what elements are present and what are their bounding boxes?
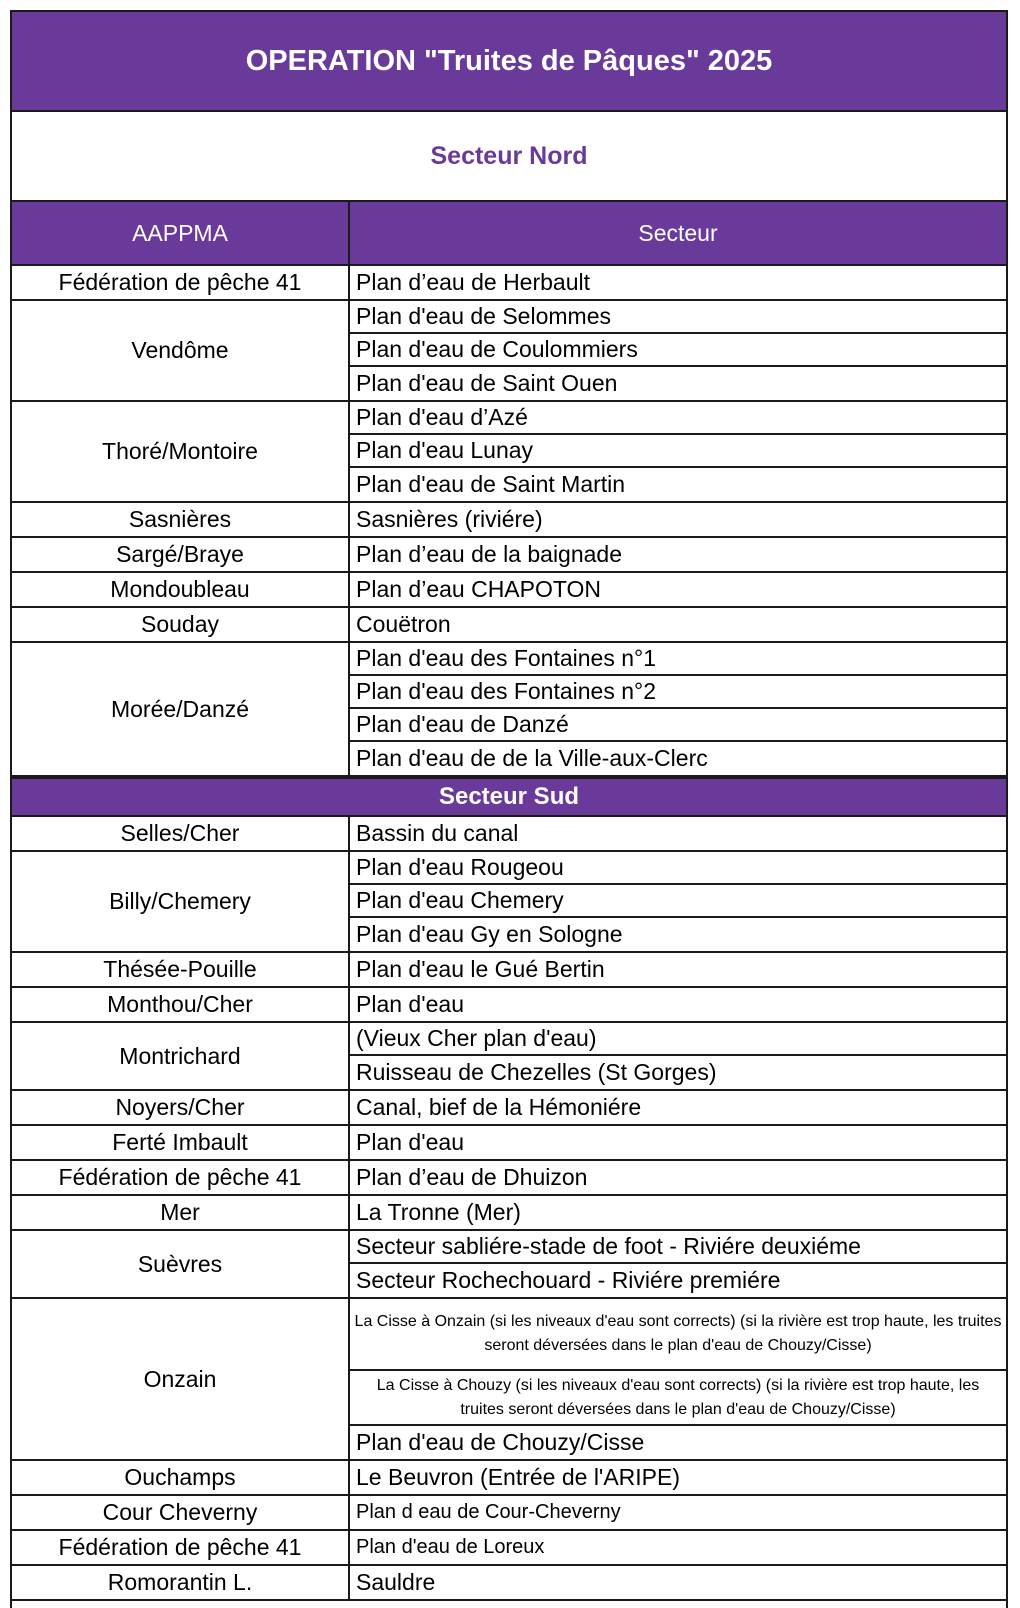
site-item: Couëtron <box>356 611 451 637</box>
site-item: Plan d'eau d’Azé <box>350 402 1006 435</box>
site-item: La Cisse à Onzain (si les niveaux d'eau sont corrects) (si la rivière est trop haute, les truites seront déversées dans le plan d'eau de Chouzy/Cisse) <box>350 1299 1006 1371</box>
aappma-cell: Ouchamps <box>12 1461 350 1494</box>
site-item: Plan d’eau CHAPOTON <box>356 576 602 602</box>
sites-cell <box>350 988 1006 1021</box>
table-row <box>12 266 1006 301</box>
table-row <box>12 301 1006 402</box>
site-item: Sauldre <box>356 1569 436 1595</box>
aappma-cell: Thoré/Montoire <box>12 402 350 501</box>
trout-operation-sheet <box>10 10 1008 1608</box>
table-row <box>12 1126 1006 1161</box>
table-row <box>12 852 1006 953</box>
sites-cell <box>350 538 1006 571</box>
aappma-cell: Fédération de pêche 41 <box>12 266 350 299</box>
site-item: Plan d’eau de la baignade <box>356 541 623 567</box>
site-item: Secteur Rochechouard - Riviére premiére <box>356 1267 781 1293</box>
site-item: Bassin du canal <box>356 820 519 846</box>
site-item: Plan d'eau de Loreux <box>356 1536 545 1558</box>
table-row <box>12 953 1006 988</box>
table-row <box>12 538 1006 573</box>
site-item: Plan d eau de Cour-Cheverny <box>356 1501 621 1523</box>
site-item: Ruisseau de Chezelles (St Gorges) <box>356 1059 717 1085</box>
aappma-cell: Thésée-Pouille <box>12 953 350 986</box>
site-item: (Vieux Cher plan d'eau) <box>350 1023 1006 1056</box>
site-item: Plan d'eau <box>356 1129 464 1155</box>
site-item: Plan d'eau de Danzé <box>350 709 1006 742</box>
aappma-cell: Fédération de pêche 41 <box>12 1531 350 1564</box>
table-row <box>12 402 1006 503</box>
header-aappma: AAPPMA <box>12 202 350 264</box>
aappma-cell: Billy/Chemery <box>12 852 350 951</box>
aappma-cell: Morée/Danzé <box>12 643 350 775</box>
sites-cell <box>350 1196 1006 1229</box>
aappma-cell: Suèvres <box>12 1231 350 1297</box>
table-row <box>12 503 1006 538</box>
sites-cell <box>350 1126 1006 1159</box>
sud-table-body <box>12 817 1006 1601</box>
aappma-cell: Mer <box>12 1196 350 1229</box>
site-item: Plan d'eau Lunay <box>350 435 1006 468</box>
site-item: Plan d'eau Chemery <box>350 885 1006 918</box>
sites-cell <box>350 266 1006 299</box>
secteur-sud-title: Secteur Sud <box>12 777 1006 817</box>
site-item: Plan d'eau de Chouzy/Cisse <box>356 1429 645 1455</box>
site-item: Plan d'eau des Fontaines n°2 <box>350 676 1006 709</box>
sites-cell <box>350 1461 1006 1494</box>
table-row <box>12 573 1006 608</box>
site-item: Plan d'eau le Gué Bertin <box>356 956 605 982</box>
site-item: Plan d’eau de Dhuizon <box>356 1164 588 1190</box>
page-title: OPERATION "Truites de Pâques" 2025 <box>12 12 1006 112</box>
aappma-cell: Noyers/Cher <box>12 1091 350 1124</box>
table-row <box>12 1496 1006 1531</box>
site-item: Plan d’eau de Herbault <box>356 269 590 295</box>
table-row <box>12 1461 1006 1496</box>
sites-cell <box>350 573 1006 606</box>
site-item: Plan d'eau de Coulommiers <box>350 334 1006 367</box>
table-row <box>12 1091 1006 1126</box>
site-item: Plan d'eau de Saint Ouen <box>356 370 618 396</box>
site-item: Plan d'eau de Saint Martin <box>356 471 626 497</box>
sites-cell <box>350 817 1006 850</box>
table-row <box>12 1566 1006 1601</box>
aappma-cell: Sargé/Braye <box>12 538 350 571</box>
aappma-cell: Romorantin L. <box>12 1566 350 1599</box>
site-item: Plan d'eau de de la Ville-aux-Clerc <box>356 745 708 771</box>
sites-cell <box>350 608 1006 641</box>
sites-cell <box>350 1023 1006 1089</box>
secteur-nord-title: Secteur Nord <box>12 112 1006 202</box>
sites-cell <box>350 402 1006 501</box>
table-row <box>12 1196 1006 1231</box>
sites-cell <box>350 953 1006 986</box>
table-row <box>12 1531 1006 1566</box>
column-headers <box>12 202 1006 266</box>
table-row <box>12 1161 1006 1196</box>
site-item: Plan d'eau <box>356 991 464 1017</box>
sites-cell <box>350 1231 1006 1297</box>
site-item: Canal, bief de la Hémoniére <box>356 1094 642 1120</box>
site-item: Plan d'eau Gy en Sologne <box>356 921 623 947</box>
aappma-cell: Souday <box>12 608 350 641</box>
site-item: La Tronne (Mer) <box>356 1199 521 1225</box>
aappma-cell: Onzain <box>12 1299 350 1459</box>
sites-cell <box>350 1161 1006 1194</box>
aappma-cell: Monthou/Cher <box>12 988 350 1021</box>
sites-cell <box>350 301 1006 400</box>
site-item: La Cisse à Chouzy (si les niveaux d'eau sont corrects) (si la rivière est trop haute, les truites seront déversées dans le plan d'eau de Chouzy/Cisse) <box>350 1371 1006 1426</box>
sites-cell <box>350 1091 1006 1124</box>
site-item: Plan d'eau des Fontaines n°1 <box>350 643 1006 676</box>
sites-cell <box>350 1531 1006 1564</box>
sites-cell <box>350 503 1006 536</box>
table-row <box>12 608 1006 643</box>
sites-cell <box>350 852 1006 951</box>
site-item: Secteur sabliére-stade de foot - Riviére deuxiéme <box>350 1231 1006 1264</box>
aappma-cell: Sasnières <box>12 503 350 536</box>
table-row <box>12 1231 1006 1299</box>
aappma-cell: Mondoubleau <box>12 573 350 606</box>
aappma-cell: Ferté Imbault <box>12 1126 350 1159</box>
site-item: Le Beuvron (Entrée de l'ARIPE) <box>356 1464 680 1490</box>
site-item: Plan d'eau Rougeou <box>350 852 1006 885</box>
table-row <box>12 643 1006 777</box>
table-row <box>12 1299 1006 1461</box>
aappma-cell: Vendôme <box>12 301 350 400</box>
aappma-cell: Montrichard <box>12 1023 350 1089</box>
table-row <box>12 817 1006 852</box>
site-item: Plan d'eau de Selommes <box>350 301 1006 334</box>
sites-cell <box>350 1299 1006 1459</box>
header-secteur: Secteur <box>638 219 718 246</box>
sites-cell <box>350 643 1006 775</box>
table-row <box>12 988 1006 1023</box>
aappma-cell: Fédération de pêche 41 <box>12 1161 350 1194</box>
aappma-cell: Cour Cheverny <box>12 1496 350 1529</box>
sites-cell <box>350 1566 1006 1599</box>
sites-cell <box>350 1496 1006 1529</box>
table-row <box>12 1023 1006 1091</box>
nord-table-body <box>12 266 1006 777</box>
aappma-cell: Selles/Cher <box>12 817 350 850</box>
site-item: Sasnières (riviére) <box>356 506 543 532</box>
